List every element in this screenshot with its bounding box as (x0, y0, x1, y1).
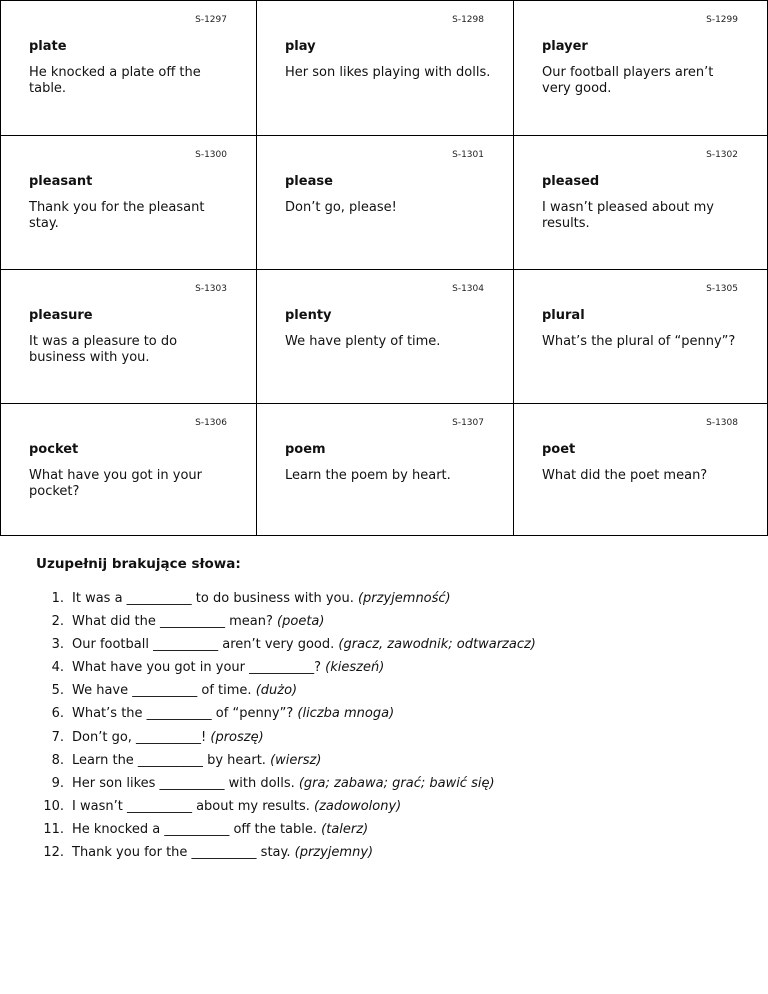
flashcard (257, 270, 514, 404)
card-word: play (285, 39, 316, 54)
item-number: 10. (43, 798, 64, 814)
card-id: S-1300 (195, 150, 227, 160)
item-text: Learn the __________ by heart. (72, 752, 271, 768)
card-sentence: We have plenty of time. (285, 334, 441, 349)
list-item (36, 614, 736, 637)
item-sentence (72, 799, 401, 815)
item-hint: (wiersz) (270, 752, 322, 768)
card-sentence: I wasn’t pleased about my results. (542, 200, 714, 231)
item-number: 7. (51, 729, 64, 745)
card-sentence: What did the poet mean? (542, 468, 708, 483)
card-word: pleasant (29, 174, 93, 189)
item-hint: (proszę) (210, 729, 264, 745)
card-sentence: Thank you for the pleasant stay. (29, 200, 205, 231)
item-text: It was a __________ to do business with you. (72, 591, 358, 606)
item-number: 9. (51, 775, 64, 791)
card-id: S-1298 (452, 15, 484, 25)
flashcard (257, 404, 514, 536)
item-text: We have __________ of time. (72, 683, 256, 699)
list-item (36, 730, 736, 753)
item-number: 8. (51, 752, 64, 768)
flashcard (257, 1, 514, 136)
item-hint: (gracz, zawodnik; odtwarzacz) (338, 637, 536, 653)
item-sentence (72, 591, 451, 607)
exercise-section (36, 556, 736, 868)
item-number: 12. (43, 845, 64, 861)
card-id: S-1299 (706, 15, 738, 25)
card-word: player (542, 39, 588, 54)
item-hint: (przyjemność) (357, 591, 451, 606)
flashcard (514, 404, 768, 536)
item-number: 2. (51, 614, 64, 630)
item-number: 6. (51, 706, 64, 722)
item-hint: (zadowolony) (314, 798, 402, 814)
list-item (36, 706, 736, 729)
list-item (36, 822, 736, 845)
item-sentence (72, 637, 536, 653)
item-number: 4. (51, 660, 64, 676)
card-id: S-1304 (452, 284, 484, 294)
card-word: pleasure (29, 308, 93, 323)
list-item (36, 776, 736, 799)
card-sentence: What have you got in your pocket? (29, 468, 202, 499)
exercise-list (36, 591, 736, 868)
card-sentence: It was a pleasure to do business with you. (29, 334, 178, 365)
item-sentence (72, 753, 321, 769)
item-hint: (gra; zabawa; grać; bawić się) (298, 775, 495, 791)
card-id: S-1297 (195, 15, 227, 25)
card-word: plural (542, 308, 585, 323)
card-word: poem (285, 442, 326, 457)
flashcard (514, 1, 768, 136)
item-sentence (72, 730, 264, 746)
card-word: please (285, 174, 333, 189)
item-number: 11. (43, 821, 64, 837)
card-word: pleased (542, 174, 600, 189)
list-item (36, 637, 736, 660)
item-text: He knocked a __________ off the table. (72, 821, 322, 837)
card-id: S-1301 (452, 150, 484, 160)
item-hint: (talerz) (321, 821, 369, 837)
item-sentence (72, 822, 368, 838)
card-sentence: Our football players aren’t very good. (542, 65, 714, 96)
flashcard (0, 136, 257, 270)
flashcard (257, 136, 514, 270)
item-number: 1. (51, 591, 64, 606)
card-sentence: Don’t go, please! (285, 200, 397, 215)
card-word: poet (542, 442, 576, 457)
card-sentence: What’s the plural of “penny”? (542, 334, 736, 349)
card-sentence: Her son likes playing with dolls. (285, 65, 491, 80)
card-sentence: Learn the poem by heart. (285, 468, 451, 483)
item-hint: (przyjemny) (294, 845, 374, 861)
flashcard (0, 270, 257, 404)
item-text: I wasn’t __________ about my results. (72, 798, 315, 814)
list-item (36, 799, 736, 822)
card-id: S-1302 (706, 150, 738, 160)
card-word: plate (29, 39, 67, 54)
item-text: What have you got in your __________? (72, 660, 326, 676)
item-text: Thank you for the __________ stay. (72, 845, 295, 861)
card-id: S-1306 (195, 418, 227, 428)
list-item (36, 591, 736, 614)
list-item (36, 683, 736, 706)
flashcard (0, 1, 257, 136)
item-sentence (72, 706, 394, 722)
flashcard (0, 404, 257, 536)
item-sentence (72, 776, 495, 792)
flashcard (514, 136, 768, 270)
item-hint: (kieszeń) (325, 660, 385, 676)
list-item (36, 660, 736, 683)
card-sentence: He knocked a plate off the table. (29, 65, 201, 96)
item-hint: (liczba mnoga) (297, 706, 395, 722)
item-hint: (poeta) (277, 614, 325, 630)
card-id: S-1307 (452, 418, 484, 428)
flashcard (514, 270, 768, 404)
item-hint: (dużo) (255, 683, 298, 699)
list-item (36, 753, 736, 776)
item-text: What’s the __________ of “penny”? (72, 706, 298, 722)
list-item (36, 845, 736, 868)
card-word: pocket (29, 442, 79, 457)
card-id: S-1303 (195, 284, 227, 294)
exercise-title: Uzupełnij brakujące słowa: (36, 556, 241, 572)
item-number: 5. (51, 683, 64, 699)
item-text: Our football __________ aren’t very good. (72, 637, 339, 653)
card-id: S-1308 (706, 418, 738, 428)
item-number: 3. (51, 637, 64, 653)
item-text: Don’t go, __________! (72, 729, 211, 745)
item-sentence (72, 683, 297, 699)
item-text: What did the __________ mean? (72, 614, 278, 630)
item-text: Her son likes __________ with dolls. (72, 775, 299, 791)
item-sentence (72, 845, 373, 861)
item-sentence (72, 660, 384, 676)
item-sentence (72, 614, 324, 630)
card-id: S-1305 (706, 284, 738, 294)
card-word: plenty (285, 308, 332, 323)
